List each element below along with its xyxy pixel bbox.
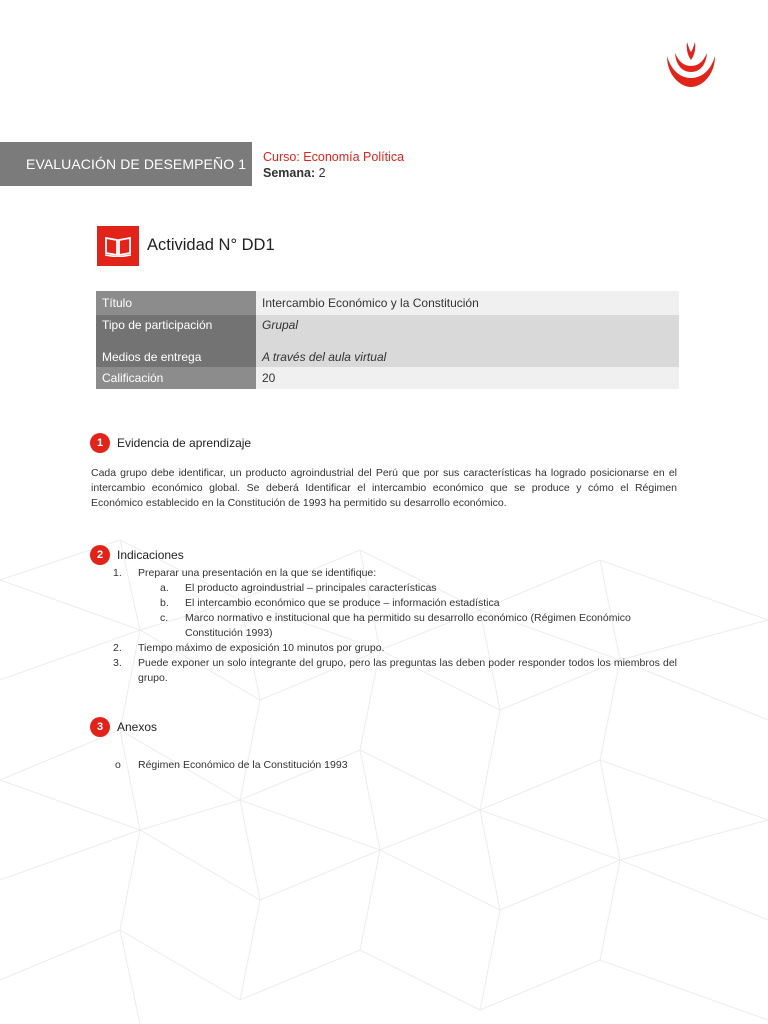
section-title: Indicaciones bbox=[117, 548, 184, 562]
list-subitem: b. El intercambio económico que se produce – información estadística bbox=[160, 597, 500, 609]
section-annexes-header bbox=[90, 717, 157, 737]
week-value: 2 bbox=[318, 166, 326, 180]
section-number-badge: 1 bbox=[90, 433, 110, 453]
section-evidence-header bbox=[90, 433, 251, 453]
section-title: Evidencia de aprendizaje bbox=[117, 436, 252, 450]
book-icon bbox=[97, 226, 139, 266]
grade-value: 20 bbox=[256, 367, 679, 389]
indications-list bbox=[113, 566, 677, 686]
list-item: 1. Preparar una presentación en la que se identifique: bbox=[113, 567, 377, 579]
activity-title: Actividad N° DD1 bbox=[147, 236, 275, 254]
week-label: Semana: bbox=[263, 166, 316, 180]
participation-type-value: Grupal bbox=[262, 318, 299, 332]
course-name: Curso: Economía Política bbox=[263, 150, 405, 164]
activity-info-table bbox=[96, 291, 679, 389]
delivery-means-label: Medios de entrega bbox=[102, 350, 202, 364]
table-row bbox=[96, 291, 679, 315]
evaluation-title-band bbox=[0, 142, 252, 186]
table-row bbox=[96, 367, 679, 389]
grade-label: Calificación bbox=[96, 367, 256, 389]
section-indications-header bbox=[90, 545, 184, 565]
title-value: Intercambio Económico y la Constitución bbox=[256, 291, 679, 315]
table-row bbox=[96, 315, 679, 367]
bullet-marker: o bbox=[115, 759, 121, 771]
title-label: Título bbox=[96, 291, 256, 315]
week-info bbox=[263, 165, 404, 181]
annex-text: Régimen Económico de la Constitución 1993 bbox=[138, 759, 348, 771]
evidence-text: Cada grupo debe identificar, un producto agroindustrial del Perú que por sus características ha logrado posicionarse en el intercambio económico global. Se deberá Identificar el intercambio económico que se produce y cómo el Régimen Económico establecido en la Constitución de 1993 ha permitido su desarrollo económico. bbox=[91, 467, 677, 509]
university-logo bbox=[664, 38, 718, 88]
list-subitem: a. El producto agroindustrial – principales características bbox=[160, 582, 437, 594]
delivery-means-value: A través del aula virtual bbox=[262, 350, 387, 364]
list-item: 3. Puede exponer un solo integrante del grupo, pero las preguntas las deben poder responder todos los miembros del grupo. bbox=[113, 657, 677, 684]
list-subitem: c. Marco normativo e institucional que ha permitido su desarrollo económico (Régimen Económico Constitución 1993) bbox=[160, 612, 631, 639]
course-info bbox=[263, 149, 404, 181]
section-title: Anexos bbox=[117, 720, 158, 734]
evaluation-title: EVALUACIÓN DE DESEMPEÑO 1 bbox=[26, 156, 247, 172]
participation-type-label: Tipo de participación bbox=[102, 318, 213, 332]
list-item: 2. Tiempo máximo de exposición 10 minutos por grupo. bbox=[113, 642, 385, 654]
annex-item bbox=[115, 759, 348, 771]
section-number-badge: 3 bbox=[90, 717, 110, 737]
section-number-badge: 2 bbox=[90, 545, 110, 565]
